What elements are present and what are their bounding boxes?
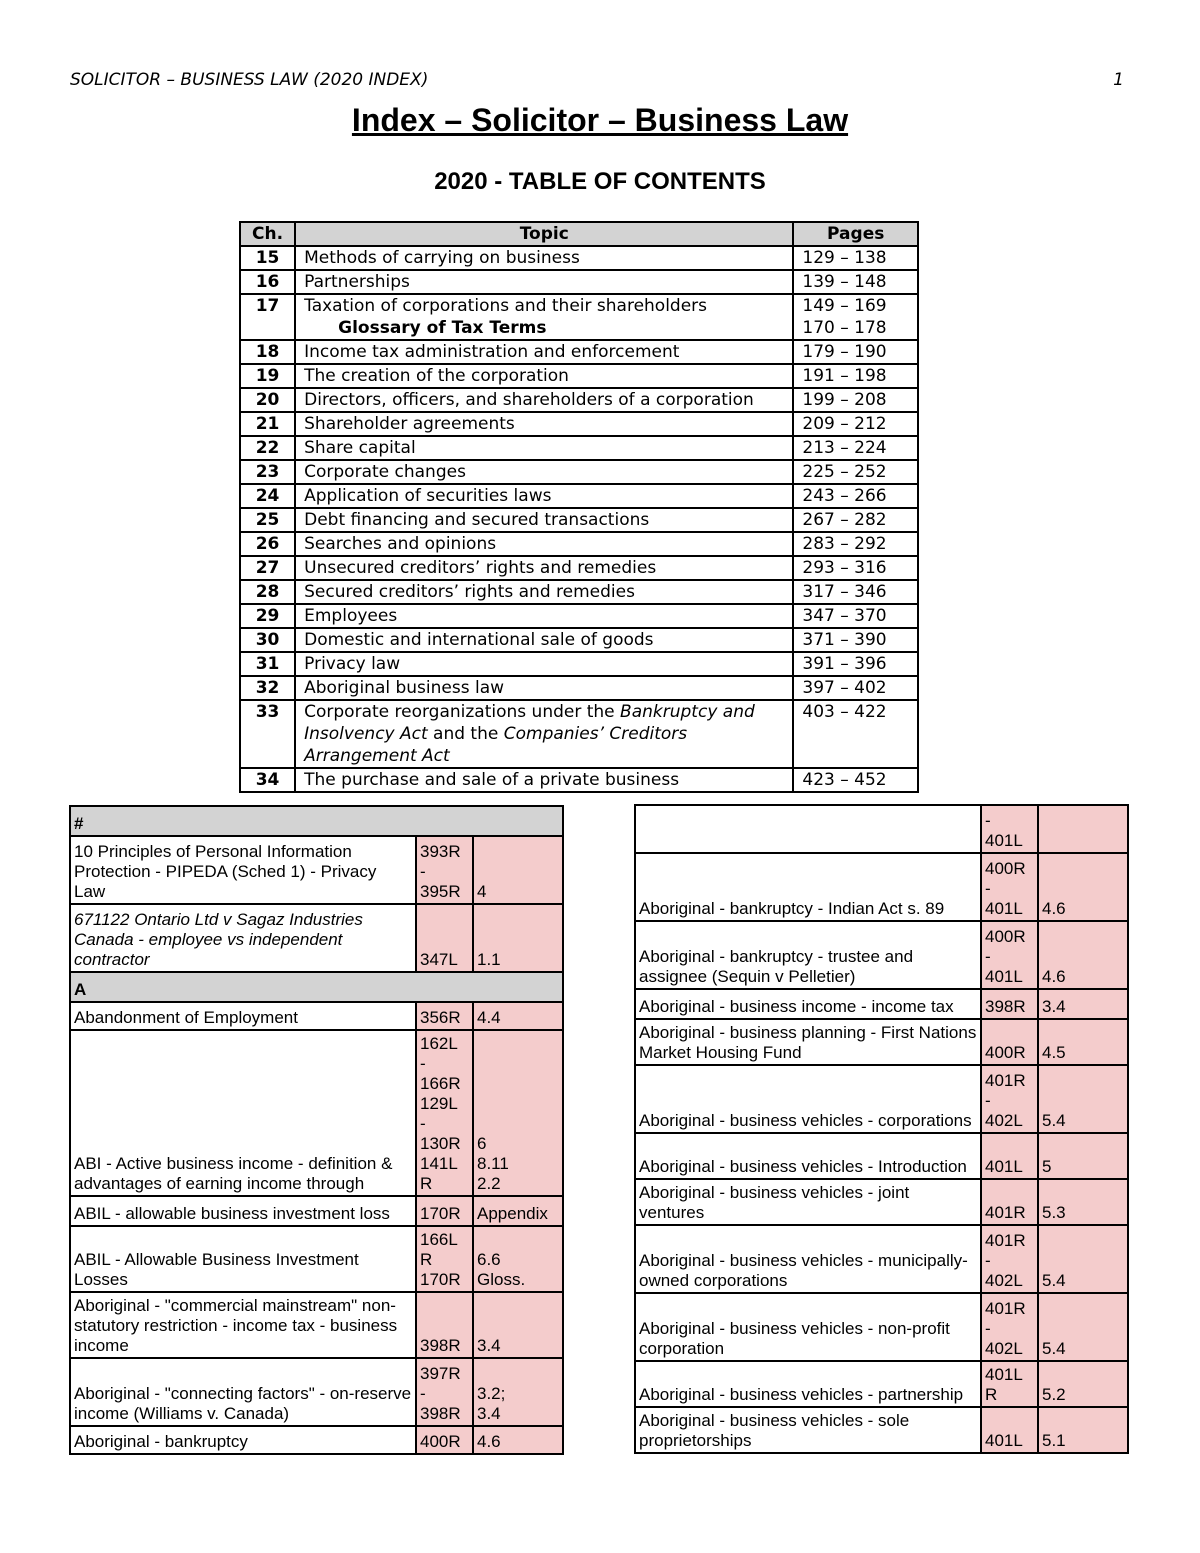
index-section: 5.4 [1038,1225,1128,1293]
index-topic: 10 Principles of Personal Information Protection - PIPEDA (Sched 1) - Privacy Law [70,836,416,904]
toc-topic-statute: Companies’ Creditors Arrangement Act [304,724,688,766]
index-section-hash: # [70,806,563,836]
index-page: 398R [981,989,1038,1019]
index-row [70,1426,563,1454]
index-row [635,853,1128,921]
toc-pages: 423 – 452 [793,768,918,792]
toc-ch: 33 [240,700,295,768]
index-table-right [634,804,1129,1454]
toc-topic: Debt financing and secured transactions [295,508,793,532]
toc-row [240,246,918,270]
toc-ch: 29 [240,604,295,628]
index-row [635,1293,1128,1361]
index-topic: Aboriginal - business vehicles - corporations [635,1065,981,1133]
index-section: 4.6 [1038,921,1128,989]
toc-topic-statute: Bankruptcy and Insolvency Act [304,702,755,744]
toc-topic: Unsecured creditors’ rights and remedies [295,556,793,580]
index-row [635,921,1128,989]
toc-ch: 19 [240,364,295,388]
index-page: - 401L [981,805,1038,853]
toc-row [240,700,918,768]
toc-row [240,652,918,676]
index-topic: Aboriginal - bankruptcy - trustee and assignee (Sequin v Pelletier) [635,921,981,989]
toc-topic: The purchase and sale of a private business [295,768,793,792]
toc-topic: Privacy law [295,652,793,676]
toc-row [240,436,918,460]
index-page: 347L [416,904,473,972]
index-section: 5.4 [1038,1293,1128,1361]
index-topic: ABI - Active business income - definition & advantages of earning income through [70,1030,416,1196]
index-page: 400R - 401L [981,921,1038,989]
index-section: 5.4 [1038,1065,1128,1133]
toc-ch: 32 [240,676,295,700]
toc-topic: Share capital [295,436,793,460]
toc-topic: Income tax administration and enforcement [295,340,793,364]
index-topic: Aboriginal - business vehicles - joint ventures [635,1179,981,1225]
index-section-row [70,806,563,836]
toc-header-topic: Topic [295,222,793,246]
toc-topic-cell [295,294,793,340]
index-topic: Aboriginal - bankruptcy [70,1426,416,1454]
index-table-left [69,805,564,1455]
toc-topic: Secured creditors’ rights and remedies [295,580,793,604]
toc-row [240,340,918,364]
index-page: 170R [416,1196,473,1226]
index-page: 162L - 166R 129L - 130R 141L R [416,1030,473,1196]
index-topic: ABIL - Allowable Business Investment Losses [70,1226,416,1292]
toc-subtopic: Glossary of Tax Terms [338,318,547,338]
index-row [635,805,1128,853]
toc-pages-cell [793,294,918,340]
index-page: 398R [416,1292,473,1358]
index-page: 397R - 398R [416,1358,473,1426]
toc-topic: Application of securities laws [295,484,793,508]
index-section: 6 8.11 2.2 [473,1030,563,1196]
index-row [70,904,563,972]
index-row [70,1358,563,1426]
index-section: 4.5 [1038,1019,1128,1065]
index-page: 400R [981,1019,1038,1065]
index-topic: Aboriginal - business income - income tax [635,989,981,1019]
index-topic: Aboriginal - business vehicles - Introduction [635,1133,981,1179]
index-section: 5.1 [1038,1407,1128,1453]
index-section: 6.6 Gloss. [473,1226,563,1292]
toc-pages: 209 – 212 [793,412,918,436]
toc-pages: 199 – 208 [793,388,918,412]
toc-header-ch: Ch. [240,222,295,246]
toc-topic: Aboriginal business law [295,676,793,700]
toc-pages: 139 – 148 [793,270,918,294]
index-topic [635,805,981,853]
toc-pages: 191 – 198 [793,364,918,388]
index-row [70,1002,563,1030]
toc-pages: 129 – 138 [793,246,918,270]
toc-ch: 21 [240,412,295,436]
index-section: 4 [473,836,563,904]
toc-topic: Domestic and international sale of goods [295,628,793,652]
toc-ch: 30 [240,628,295,652]
index-topic: Aboriginal - business vehicles - non-profit corporation [635,1293,981,1361]
toc-topic-part: Corporate reorganizations under the [304,702,621,722]
index-row [635,1361,1128,1407]
toc-row [240,364,918,388]
toc-pages: 283 – 292 [793,532,918,556]
toc-subtitle: 2020 - TABLE OF CONTENTS [434,168,766,195]
toc-row [240,768,918,792]
index-topic: Aboriginal - "connecting factors" - on-reserve income (Williams v. Canada) [70,1358,416,1426]
index-section: 4.6 [473,1426,563,1454]
toc-ch: 20 [240,388,295,412]
index-page: 166L R 170R [416,1226,473,1292]
index-topic: Aboriginal - business vehicles - sole proprietorships [635,1407,981,1453]
toc-pages: 317 – 346 [793,580,918,604]
toc-pages: 403 – 422 [793,700,918,768]
toc-row [240,484,918,508]
toc-ch: 18 [240,340,295,364]
index-page: 356R [416,1002,473,1030]
index-row [635,1225,1128,1293]
toc-topic: Directors, officers, and shareholders of a corporation [295,388,793,412]
toc-pages: 243 – 266 [793,484,918,508]
index-section: 1.1 [473,904,563,972]
toc-pages: 179 – 190 [793,340,918,364]
toc-ch: 27 [240,556,295,580]
toc-pages: 225 – 252 [793,460,918,484]
index-section-row [70,972,563,1002]
index-page: 401R - 402L [981,1225,1038,1293]
index-page: 401L [981,1407,1038,1453]
index-page: 400R [416,1426,473,1454]
toc-topic: Shareholder agreements [295,412,793,436]
toc-row [240,580,918,604]
toc-pages: 213 – 224 [793,436,918,460]
index-topic: ABIL - allowable business investment loss [70,1196,416,1226]
toc-topic: Searches and opinions [295,532,793,556]
index-section: 3.2; 3.4 [473,1358,563,1426]
index-topic: Aboriginal - business vehicles - partnership [635,1361,981,1407]
toc-topic: Partnerships [295,270,793,294]
toc-pages: 267 – 282 [793,508,918,532]
page-number: 1 [1113,70,1124,90]
index-row [70,1226,563,1292]
toc-row [240,508,918,532]
toc-header-pages: Pages [793,222,918,246]
index-topic: Aboriginal - business vehicles - municipally-owned corporations [635,1225,981,1293]
toc-topic-part: and the [427,724,504,744]
index-page: 400R - 401L [981,853,1038,921]
toc-topic: Taxation of corporations and their shareholders [304,296,708,316]
index-section-a: A [70,972,563,1002]
toc-pages: 293 – 316 [793,556,918,580]
toc-pages: 397 – 402 [793,676,918,700]
index-section: 5.3 [1038,1179,1128,1225]
page-title: Index – Solicitor – Business Law [351,102,849,138]
toc-row [240,270,918,294]
index-topic: Aboriginal - bankruptcy - Indian Act s. 89 [635,853,981,921]
toc-header-row [240,222,918,246]
toc-ch: 34 [240,768,295,792]
index-row [635,1019,1128,1065]
toc-topic: Corporate changes [295,460,793,484]
toc-row [240,532,918,556]
toc-pages-sub: 170 – 178 [802,318,887,338]
toc-row [240,388,918,412]
toc-ch: 22 [240,436,295,460]
toc-pages: 371 – 390 [793,628,918,652]
index-page: 401R [981,1179,1038,1225]
index-topic: Abandonment of Employment [70,1002,416,1030]
toc-ch: 28 [240,580,295,604]
toc-pages: 391 – 396 [793,652,918,676]
index-section: 5.2 [1038,1361,1128,1407]
index-page: 401L R [981,1361,1038,1407]
index-section: 5 [1038,1133,1128,1179]
table-of-contents [239,221,919,793]
index-topic: Aboriginal - business planning - First Nations Market Housing Fund [635,1019,981,1065]
toc-ch: 26 [240,532,295,556]
toc-row [240,556,918,580]
toc-topic: Methods of carrying on business [295,246,793,270]
index-section: 4.6 [1038,853,1128,921]
index-row [70,1292,563,1358]
running-header: SOLICITOR – BUSINESS LAW (2020 INDEX) [70,70,429,90]
toc-ch: 24 [240,484,295,508]
toc-ch: 15 [240,246,295,270]
toc-pages: 347 – 370 [793,604,918,628]
toc-row [240,460,918,484]
index-row [635,1065,1128,1133]
toc-ch: 17 [240,294,295,340]
toc-row [240,676,918,700]
index-page: 401R - 402L [981,1293,1038,1361]
toc-ch: 31 [240,652,295,676]
index-topic: Aboriginal - "commercial mainstream" non-statutory restriction - income tax - business income [70,1292,416,1358]
index-section: 3.4 [1038,989,1128,1019]
index-row [635,1179,1128,1225]
index-row [70,836,563,904]
toc-ch: 16 [240,270,295,294]
toc-row [240,412,918,436]
index-section: 4.4 [473,1002,563,1030]
index-section: Appendix [473,1196,563,1226]
toc-topic-cell [295,700,793,768]
toc-topic: The creation of the corporation [295,364,793,388]
toc-ch: 23 [240,460,295,484]
index-page: 401R - 402L [981,1065,1038,1133]
index-section: 3.4 [473,1292,563,1358]
index-row [635,1133,1128,1179]
index-row [70,1030,563,1196]
index-row [635,989,1128,1019]
index-row [70,1196,563,1226]
index-page: 393R - 395R [416,836,473,904]
toc-pages: 149 – 169 [802,296,887,316]
index-page: 401L [981,1133,1038,1179]
index-topic: 671122 Ontario Ltd v Sagaz Industries Canada - employee vs independent contractor [70,904,416,972]
toc-topic: Employees [295,604,793,628]
index-row [635,1407,1128,1453]
toc-ch: 25 [240,508,295,532]
toc-row [240,628,918,652]
index-section [1038,805,1128,853]
toc-row [240,294,918,340]
toc-row [240,604,918,628]
